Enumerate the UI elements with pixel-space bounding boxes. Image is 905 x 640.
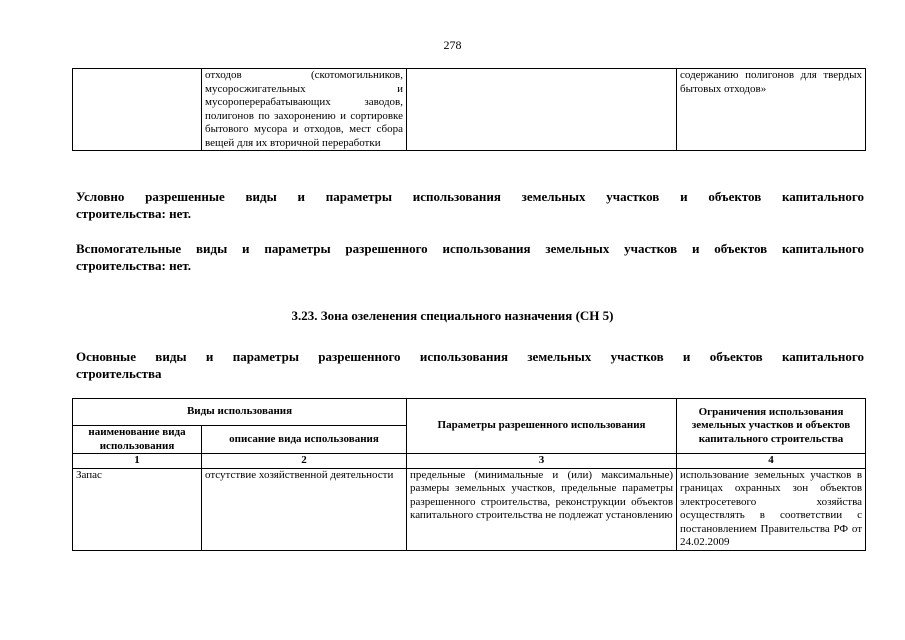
conditional-uses-paragraph [76,188,864,222]
table-cell: отходов (скотомогильников, мусоросжигательных и мусороперерабатывающих заводов, полигонов по захоронению и сортировке бытового мусора и отходов, мест сбора вещей для их вторичной переработки [202,69,407,151]
table-header-row [73,399,866,426]
text-line: строительства: нет. [76,206,192,221]
table-cell [407,69,677,151]
auxiliary-uses-paragraph [76,240,864,274]
text-line: Основные виды и параметры разрешенного использования земельных участков и объектов капитального [76,349,864,364]
text-line: Вспомогательные виды и параметры разрешенного использования земельных участков и объектов капитального [76,241,864,256]
use-name-cell: Запас [73,468,202,550]
column-number-row [73,454,866,469]
text-line: Условно разрешенные виды и параметры использования земельных участков и объектов капитального [76,189,864,204]
use-restrictions-cell: использование земельных участков в границах охранных зон объектов электросетевого хозяйства осуществлять в соответствии с постановлением Правительства РФ от 24.02.2009 [677,468,866,550]
table-row [73,69,866,151]
main-uses-heading [76,348,864,382]
page-number: 278 [443,38,462,52]
table-row [73,468,866,550]
table-cell: содержанию полигонов для твердых бытовых отходов» [677,69,866,151]
column-number: 4 [677,454,866,469]
header-name: наименование вида использования [73,426,202,454]
header-parameters: Параметры разрешенного использования [407,399,677,454]
section-title: 3.23. Зона озеленения специального назначения (СН 5) [291,308,614,323]
header-group: Виды использования [73,399,407,426]
table-cell [73,69,202,151]
land-use-table [72,398,866,551]
use-parameters-cell: предельные (минимальные и (или) максимальные) размеры земельных участков, предельные параметры разрешенного строительства, реконструкции объектов капитального строительства не подлежат установлению [407,468,677,550]
text-line: строительства [76,366,162,381]
header-restrictions: Ограничения использования земельных участков и объектов капитального строительства [677,399,866,454]
column-number: 1 [73,454,202,469]
use-description-cell: отсутствие хозяйственной деятельности [202,468,407,550]
header-description: описание вида использования [202,426,407,454]
column-number: 3 [407,454,677,469]
text-line: строительства: нет. [76,258,192,273]
column-number: 2 [202,454,407,469]
continuation-table [72,68,866,151]
